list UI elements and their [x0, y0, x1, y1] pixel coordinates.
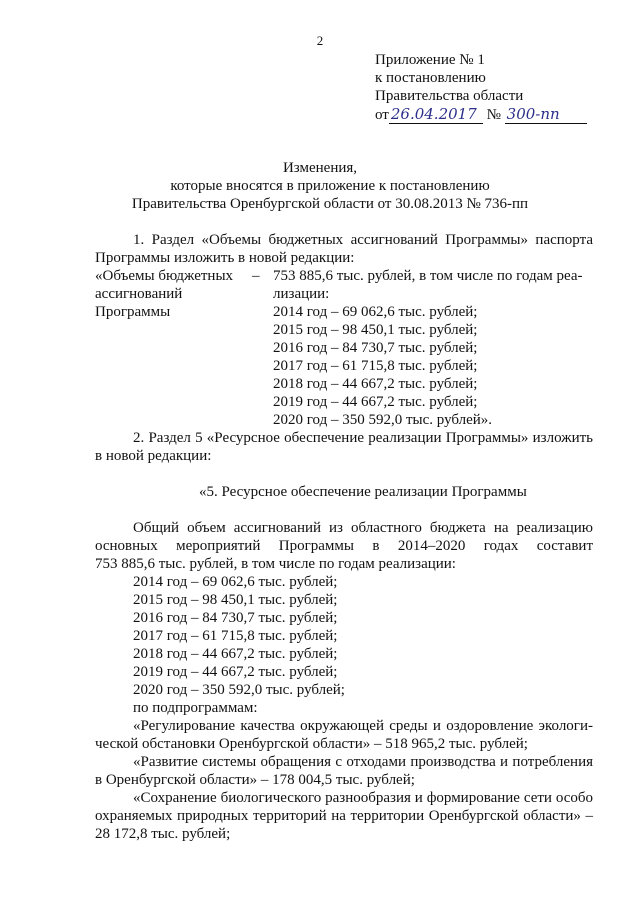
section1-right-col-2: лизации: — [273, 286, 330, 302]
section2-year-2016: 2016 год – 84 730,7 тыс. рублей; — [133, 610, 338, 626]
section1-intro-line-1: 1. Раздел «Объемы бюджетных ассигнований Программы» паспорта — [133, 232, 593, 248]
section2-by-subprograms: по подпрограммам: — [133, 700, 258, 716]
section2-year-2015: 2015 год – 98 450,1 тыс. рублей; — [133, 592, 338, 608]
section1-dash: – — [252, 268, 260, 284]
section1-right-col-4: 2015 год – 98 450,1 тыс. рублей; — [273, 322, 478, 338]
section2-intro-line-2: в новой редакции: — [95, 448, 212, 464]
subprogram-2-line-1: «Развитие системы обращения с отходами производства и потребления — [133, 754, 593, 770]
subprogram-3-line-3: 28 172,8 тыс. рублей; — [95, 826, 231, 842]
section2-year-2020: 2020 год – 350 592,0 тыс. рублей; — [133, 682, 345, 698]
handwritten-number: 300-пп — [505, 106, 587, 124]
section1-right-col-3: 2014 год – 69 062,6 тыс. рублей; — [273, 304, 478, 320]
page-number: 2 — [316, 33, 324, 48]
section2-para-line-2: основных мероприятий Программы в 2014–2020 годах составит — [95, 538, 593, 554]
section2-year-2019: 2019 год – 44 667,2 тыс. рублей; — [133, 664, 338, 680]
section1-right-col-1: 753 885,6 тыс. рублей, в том числе по годам реа- — [273, 268, 583, 284]
section1-intro-line-2: Программы изложить в новой редакции: — [95, 250, 355, 266]
section2-para-line-1: Общий объем ассигнований из областного бюджета на реализацию — [133, 520, 593, 536]
appendix-date-line — [375, 106, 587, 124]
subprogram-3-line-1: «Сохранение биологического разнообразия и формирование сети особо — [133, 790, 593, 806]
subprogram-1-line-1: «Регулирование качества окружающей среды и оздоровление экологи- — [133, 718, 593, 734]
section1-right-col-9: 2020 год – 350 592,0 тыс. рублей». — [273, 412, 493, 428]
appendix-line-2: к постановлению — [375, 70, 486, 86]
section2-heading: «5. Ресурсное обеспечение реализации Программы — [199, 484, 527, 500]
section2-para-line-3: 753 885,6 тыс. рублей, в том числе по годам реализации: — [95, 556, 456, 572]
section1-right-col-7: 2018 год – 44 667,2 тыс. рублей; — [273, 376, 478, 392]
section1-right-col-5: 2016 год – 84 730,7 тыс. рублей; — [273, 340, 478, 356]
subprogram-2-line-2: в Оренбургской области» – 178 004,5 тыс. рублей; — [95, 772, 415, 788]
appendix-line-3: Правительства области — [375, 88, 524, 104]
section1-left-col-3: Программы — [95, 304, 171, 320]
title-line-2: которые вносятся в приложение к постановлению — [170, 178, 490, 194]
section2-intro-line-1: 2. Раздел 5 «Ресурсное обеспечение реализации Программы» изложить — [133, 430, 593, 446]
date-prefix: от — [375, 107, 389, 123]
title-line-1: Изменения, — [282, 160, 358, 176]
section2-year-2014: 2014 год – 69 062,6 тыс. рублей; — [133, 574, 338, 590]
appendix-line-1: Приложение № 1 — [375, 52, 485, 68]
subprogram-1-line-2: ческой обстановки Оренбургской области» – 518 965,2 тыс. рублей; — [95, 736, 528, 752]
section1-left-col-2: ассигнований — [95, 286, 183, 302]
subprogram-3-line-2: охраняемых природных территорий на территории Оренбургской области» – — [95, 808, 593, 824]
section2-year-2017: 2017 год – 61 715,8 тыс. рублей; — [133, 628, 338, 644]
number-prefix: № — [486, 107, 501, 123]
handwritten-date: 26.04.2017 — [389, 106, 483, 124]
title-line-3: Правительства Оренбургской области от 30.08.2013 № 736-пп — [131, 196, 529, 212]
section1-left-col-1: «Объемы бюджетных — [95, 268, 234, 284]
section2-year-2018: 2018 год – 44 667,2 тыс. рублей; — [133, 646, 338, 662]
section1-right-col-8: 2019 год – 44 667,2 тыс. рублей; — [273, 394, 478, 410]
section1-right-col-6: 2017 год – 61 715,8 тыс. рублей; — [273, 358, 478, 374]
